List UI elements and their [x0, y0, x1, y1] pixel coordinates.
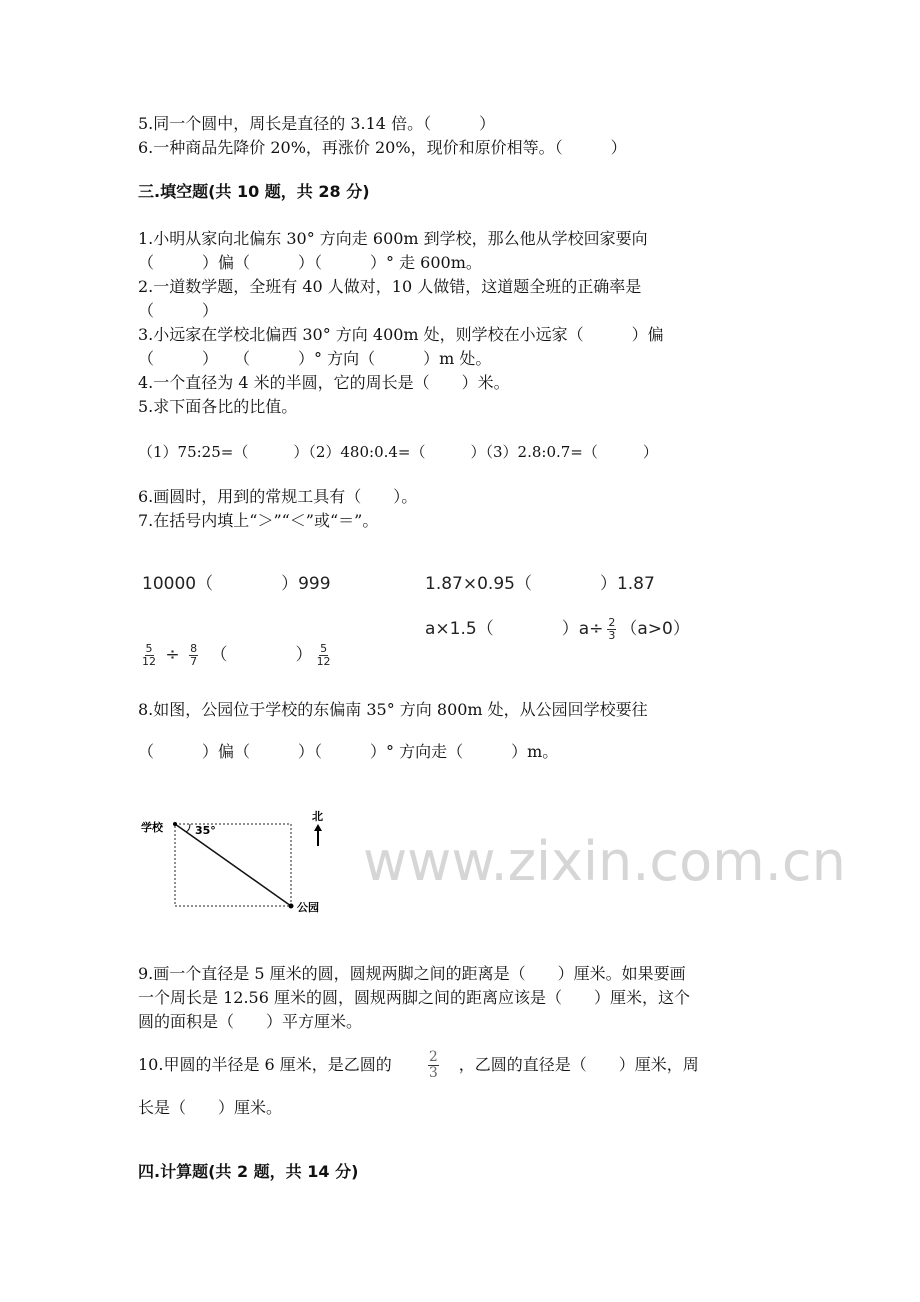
- watermark: www.zixin.com.cn: [363, 830, 846, 893]
- angle-arc: [186, 824, 190, 832]
- q7-compare-1: 10000（ ）999: [142, 574, 331, 594]
- judge-q5: 5.同一个圆中，周长是直径的 3.14 倍。（ ）: [138, 114, 496, 133]
- q2-line1: 2.一道数学题，全班有 40 人做对，10 人做错，这道题全班的正确率是: [138, 277, 642, 296]
- q7-compare-3: $\frac{5}{12}$ ÷ $\frac{8}{7}$ （ ） $\frac{5}{12}$: [142, 641, 331, 668]
- fraction: $\frac{2}{3}$: [608, 615, 616, 642]
- q7: 7.在括号内填上“＞”“＜”或“＝”。: [138, 511, 379, 530]
- fraction: $\frac{5}{12}$: [142, 641, 156, 668]
- park-point: [289, 904, 294, 909]
- q10-line1: 10.甲圆的半径是 6 厘米，是乙圆的 $\frac{2}{3}$ ，乙圆的直径是（ ）厘米，周: [138, 1049, 699, 1081]
- direction-diagram: [138, 800, 918, 920]
- q7-compare-4: a×1.5（ ）a÷ $\frac{2}{3}$ （a>0）: [425, 615, 690, 642]
- q9-line3: 圆的面积是（ ）平方厘米。: [138, 1012, 363, 1031]
- q1-line2: （ ）偏（ ）（ ）° 走 600m。: [138, 253, 482, 272]
- q3-line2: （ ） （ ）° 方向（ ）m 处。: [138, 349, 492, 368]
- angle-label: 35°: [195, 824, 216, 837]
- q9-line1: 9.画一个直径是 5 厘米的圆，圆规两脚之间的距离是（ ）厘米。如果要画: [138, 964, 686, 983]
- park-label: 公园: [297, 901, 319, 914]
- q7-compare-2: 1.87×0.95（ ）1.87: [425, 574, 655, 594]
- q4: 4.一个直径为 4 米的半圆，它的周长是（ ）米。: [138, 373, 510, 392]
- section4-title: 四.计算题(共 2 题，共 14 分): [138, 1162, 359, 1181]
- q8-line1: 8.如图，公园位于学校的东偏南 35° 方向 800m 处，从公园回学校要往: [138, 700, 648, 719]
- q2-line2: （ ）: [138, 301, 219, 320]
- fraction: $\frac{5}{12}$: [316, 641, 331, 668]
- north-label: 北: [312, 810, 323, 823]
- q8-line2: （ ）偏（ ）（ ）° 方向走（ ）m。: [138, 742, 559, 761]
- q6: 6.画圆时，用到的常规工具有（ ）。: [138, 487, 418, 506]
- q5: 5.求下面各比的比值。: [138, 397, 298, 416]
- fraction: $\frac{8}{7}$: [190, 641, 198, 668]
- school-label: 学校: [141, 821, 163, 834]
- school-point: [173, 822, 177, 826]
- school-park-line: [175, 824, 291, 906]
- q9-line2: 一个周长是 12.56 厘米的圆，圆规两脚之间的距离应该是（ ）厘米，这个: [138, 988, 690, 1007]
- judge-q6: 6.一种商品先降价 20%，再涨价 20%，现价和原价相等。（ ）: [138, 138, 627, 157]
- q1-line1: 1.小明从家向北偏东 30° 方向走 600m 到学校，那么他从学校回家要向: [138, 229, 648, 248]
- q10-line2: 长是（ ）厘米。: [138, 1098, 283, 1117]
- section3-title: 三.填空题(共 10 题，共 28 分): [138, 182, 370, 201]
- q3-line1: 3.小远家在学校北偏西 30° 方向 400m 处，则学校在小远家（ ）偏: [138, 325, 664, 344]
- fraction: $\frac{2}{3}$: [428, 1049, 438, 1081]
- q5-ratios: （1）75:25=（ ）（2）480:0.4=（ ）（3）2.8:0.7=（ ）: [138, 443, 658, 461]
